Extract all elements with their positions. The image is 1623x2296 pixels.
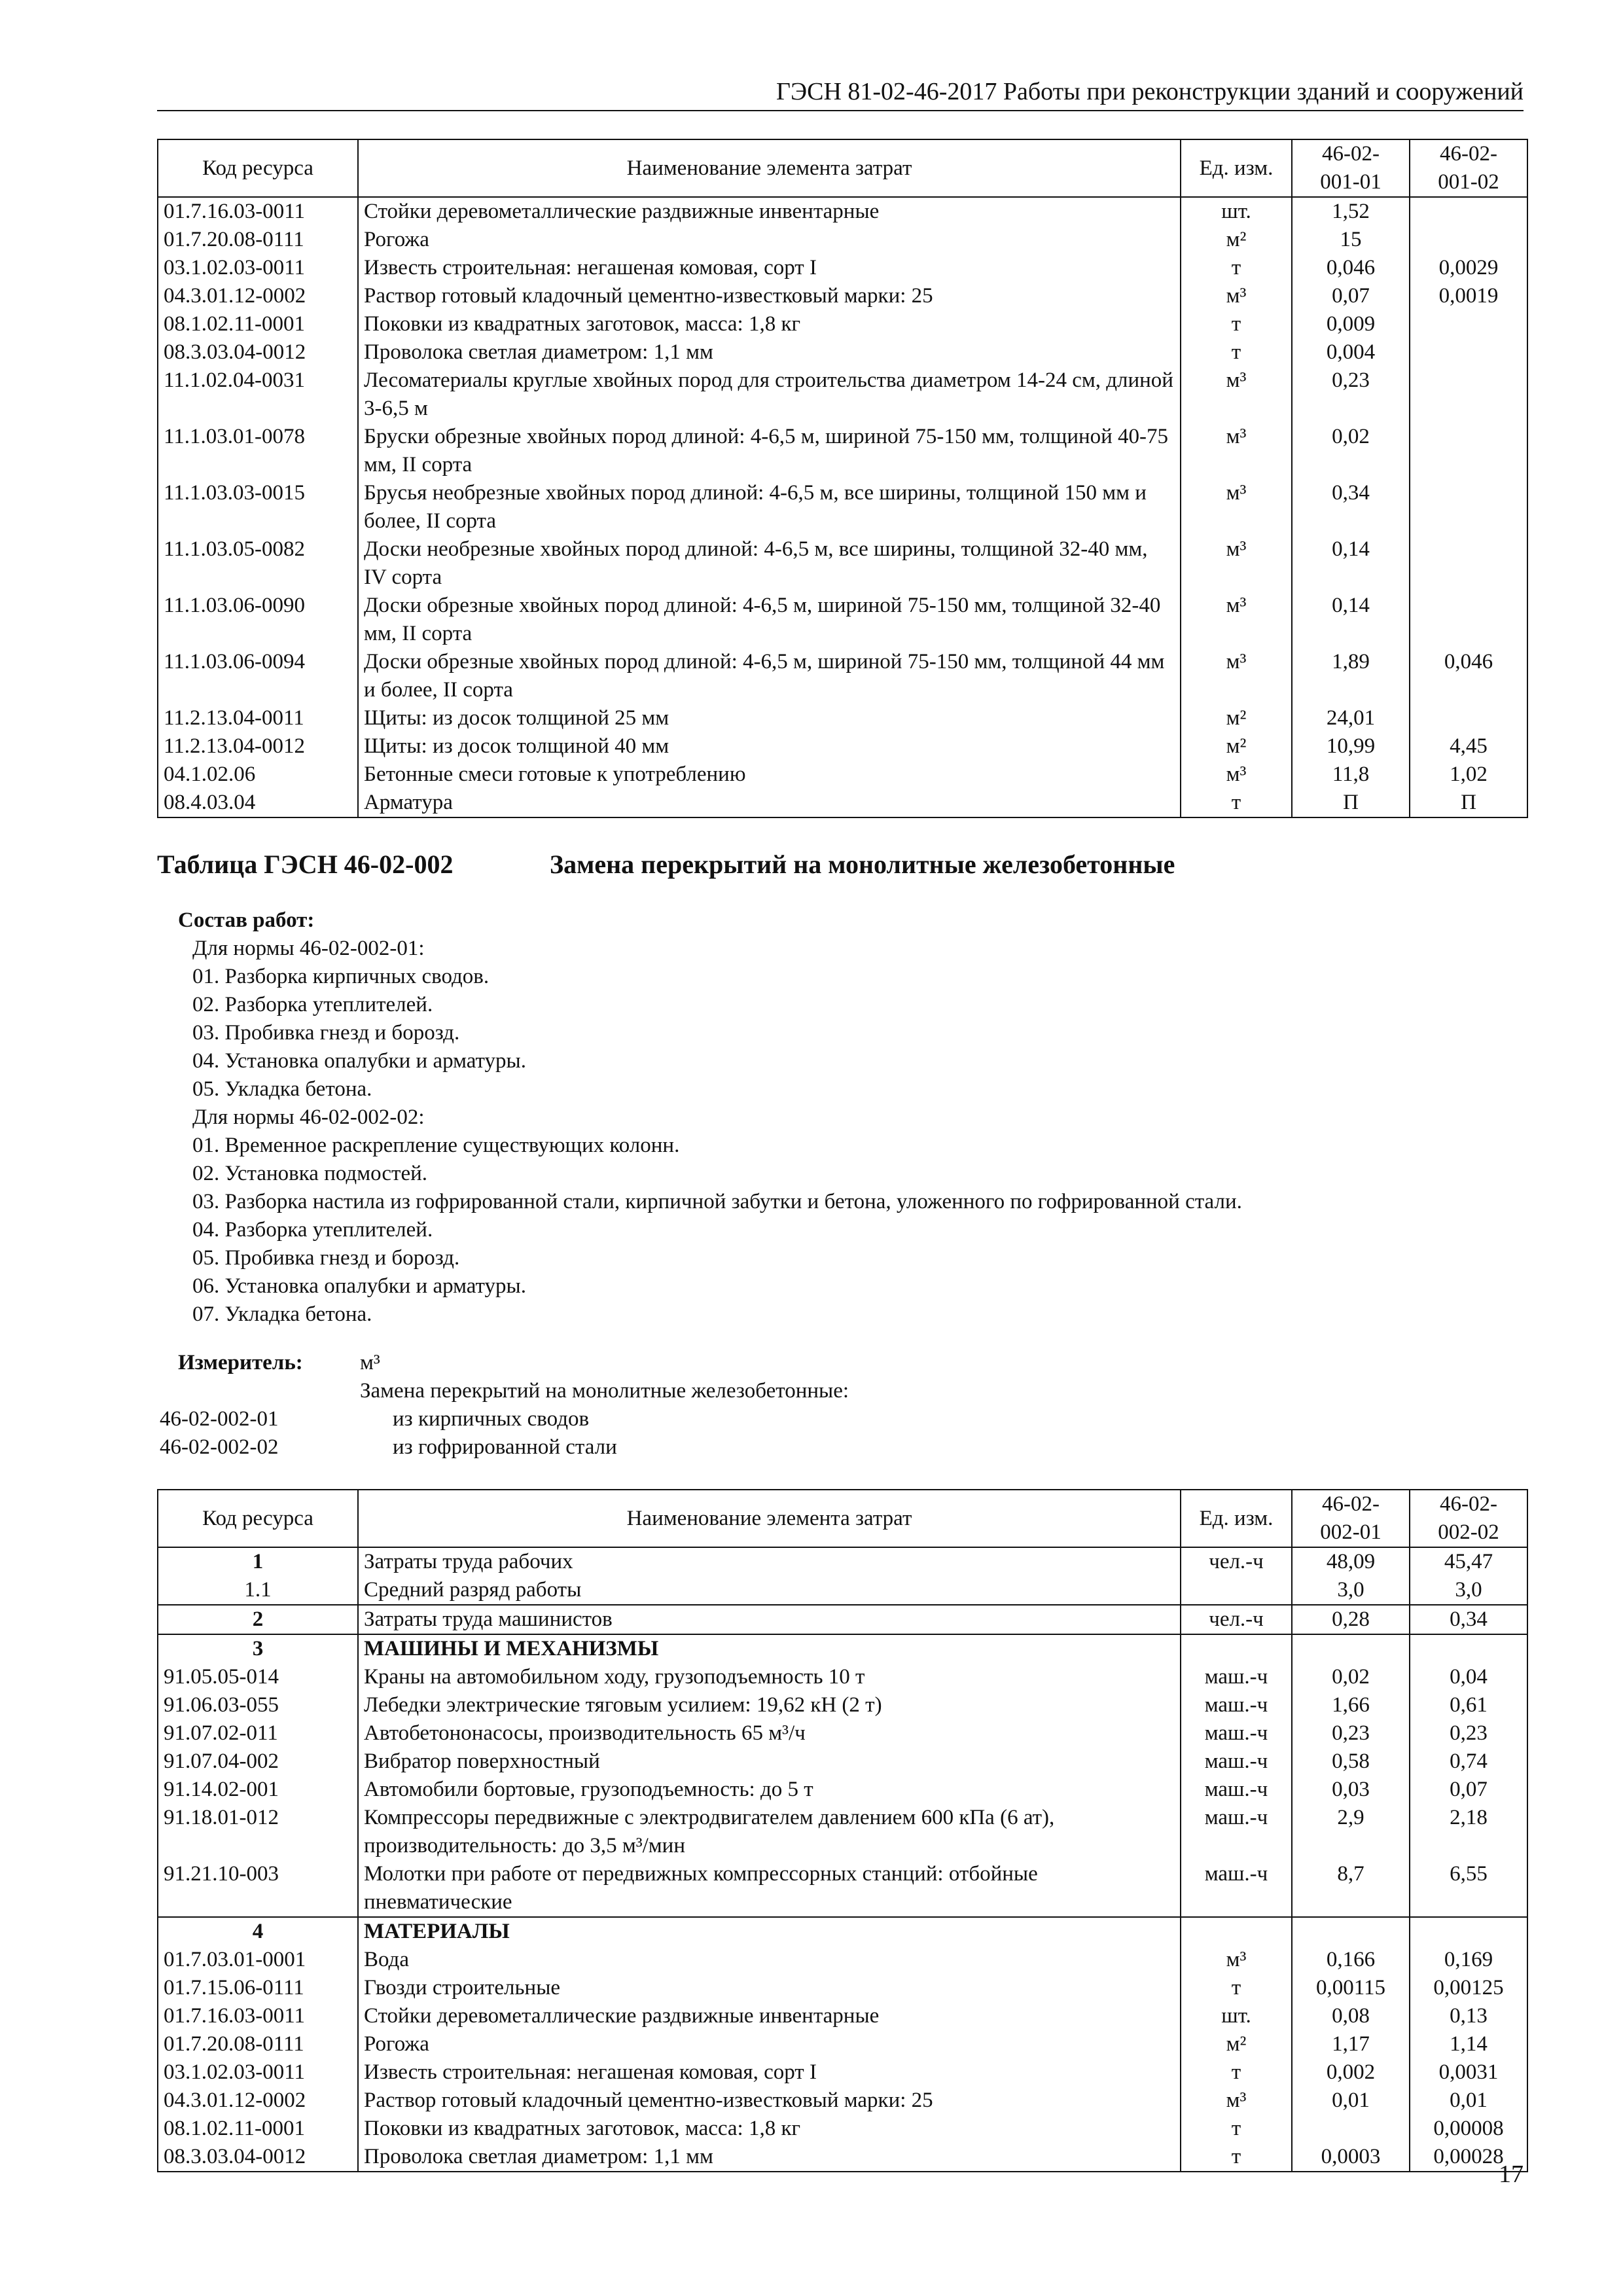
resource-name: Проволока светлая диаметром: 1,1 мм: [358, 338, 1181, 367]
resource-table-1: [157, 139, 1528, 818]
resource-name: Брусья необрезные хвойных пород длиной: 4-6,5 м, все ширины, толщиной 150 мм и более, II сорта: [358, 479, 1181, 535]
resource-code: 01.7.15.06-0111: [158, 1974, 358, 2002]
composition-line: 01. Временное раскрепление существующих колонн.: [192, 1134, 680, 1157]
resource-unit: м³: [1181, 761, 1292, 789]
table-row: [158, 2143, 1527, 2172]
value-col1: 0,009: [1292, 310, 1410, 338]
resource-code: 01.7.16.03-0011: [158, 2002, 358, 2030]
table-row: [158, 1974, 1527, 2002]
resource-name: Автобетононасосы, производительность 65 м³/ч: [358, 1719, 1181, 1748]
table-row: [158, 479, 1527, 535]
table-row: [158, 761, 1527, 789]
resource-code: 3: [158, 1634, 358, 1663]
resource-code: 1: [158, 1547, 358, 1576]
resource-code: 91.18.01-012: [158, 1804, 358, 1860]
value-col1: 2,9: [1292, 1804, 1410, 1860]
value-col2: 0,34: [1410, 1605, 1527, 1634]
value-col2: [1410, 592, 1527, 648]
value-col1: [1292, 2115, 1410, 2143]
resource-name: МАШИНЫ И МЕХАНИЗМЫ: [358, 1634, 1181, 1663]
measure-text: из гофрированной стали: [393, 1435, 617, 1459]
composition-line: 01. Разборка кирпичных сводов.: [192, 965, 490, 988]
table-row: [158, 226, 1527, 254]
resource-code: 91.14.02-001: [158, 1776, 358, 1804]
resource-code: 08.1.02.11-0001: [158, 310, 358, 338]
value-col1: 0,00115: [1292, 1974, 1410, 2002]
resource-unit: т: [1181, 338, 1292, 367]
measure-code: 46-02-002-01: [160, 1407, 279, 1431]
value-col1: 0,34: [1292, 479, 1410, 535]
value-col1: 24,01: [1292, 704, 1410, 732]
table-row: [158, 1946, 1527, 1974]
resource-name: Автомобили бортовые, грузоподъемность: до 5 т: [358, 1776, 1181, 1804]
table-row: [158, 367, 1527, 423]
resource-code: 11.1.03.01-0078: [158, 423, 358, 479]
resource-code: 03.1.02.03-0011: [158, 2058, 358, 2087]
composition-line: 03. Разборка настила из гофрированной стали, кирпичной забутки и бетона, уложенного по гофрированной стали.: [192, 1190, 1242, 1213]
table-row: [158, 789, 1527, 817]
table-row: [158, 1860, 1527, 1917]
value-col1: 0,004: [1292, 338, 1410, 367]
value-col2: [1410, 310, 1527, 338]
resource-code: 91.07.04-002: [158, 1748, 358, 1776]
resource-name: Средний разряд работы: [358, 1576, 1181, 1605]
table-row: [158, 1719, 1527, 1748]
value-col1: 15: [1292, 226, 1410, 254]
header-code: Код ресурса: [158, 1490, 358, 1547]
value-col2: [1410, 226, 1527, 254]
resource-code: 11.1.03.05-0082: [158, 535, 358, 592]
table-row: [158, 2115, 1527, 2143]
table-header-row: [158, 1490, 1527, 1547]
table-row: [158, 1576, 1527, 1605]
resource-unit: м²: [1181, 2030, 1292, 2058]
resource-code: 03.1.02.03-0011: [158, 254, 358, 282]
work-composition: [178, 906, 1242, 1329]
resource-name: Рогожа: [358, 226, 1181, 254]
value-col1: 0,046: [1292, 254, 1410, 282]
composition-line: Для нормы 46-02-002-01:: [192, 937, 425, 960]
resource-unit: т: [1181, 254, 1292, 282]
resource-code: 04.1.02.06: [158, 761, 358, 789]
resource-unit: м³: [1181, 535, 1292, 592]
resource-unit: м²: [1181, 732, 1292, 761]
value-col1: [1292, 1634, 1410, 1663]
resource-name: Поковки из квадратных заготовок, масса: 1,8 кг: [358, 310, 1181, 338]
resource-name: Проволока светлая диаметром: 1,1 мм: [358, 2143, 1181, 2172]
table-row: [158, 1634, 1527, 1663]
resource-unit: маш.-ч: [1181, 1748, 1292, 1776]
resource-code: 91.21.10-003: [158, 1860, 358, 1917]
value-col2: 0,00028: [1410, 2143, 1527, 2172]
resource-unit: т: [1181, 1974, 1292, 2002]
resource-code: 11.1.03.06-0094: [158, 648, 358, 704]
composition-heading: Состав работ:: [178, 908, 315, 932]
resource-name: Поковки из квадратных заготовок, масса: 1,8 кг: [358, 2115, 1181, 2143]
resource-unit: маш.-ч: [1181, 1804, 1292, 1860]
value-col2: 0,61: [1410, 1691, 1527, 1719]
resource-name: Краны на автомобильном ходу, грузоподъемность 10 т: [358, 1663, 1181, 1691]
header-col1: 46-02- 002-01: [1292, 1490, 1410, 1547]
resource-code: 91.05.05-014: [158, 1663, 358, 1691]
resource-name: Стойки деревометаллические раздвижные инвентарные: [358, 197, 1181, 226]
value-col1: 0,166: [1292, 1946, 1410, 1974]
value-col2: П: [1410, 789, 1527, 817]
value-col1: 1,17: [1292, 2030, 1410, 2058]
table-row: [158, 310, 1527, 338]
measure-unit: м³: [360, 1351, 380, 1374]
header-unit: Ед. изм.: [1181, 139, 1292, 197]
table-row: [158, 592, 1527, 648]
value-col2: 1,02: [1410, 761, 1527, 789]
resource-name: Молотки при работе от передвижных компрессорных станций: отбойные пневматические: [358, 1860, 1181, 1917]
value-col2: 0,01: [1410, 2087, 1527, 2115]
resource-unit: т: [1181, 310, 1292, 338]
section-title: [157, 845, 1175, 884]
resource-name: Известь строительная: негашеная комовая, сорт I: [358, 254, 1181, 282]
value-col2: 0,00125: [1410, 1974, 1527, 2002]
value-col2: 0,23: [1410, 1719, 1527, 1748]
resource-code: 11.1.03.03-0015: [158, 479, 358, 535]
value-col2: 3,0: [1410, 1576, 1527, 1605]
value-col2: [1410, 535, 1527, 592]
value-col1: 3,0: [1292, 1576, 1410, 1605]
resource-unit: маш.-ч: [1181, 1719, 1292, 1748]
value-col1: 1,89: [1292, 648, 1410, 704]
value-col1: П: [1292, 789, 1410, 817]
value-col1: 0,07: [1292, 282, 1410, 310]
value-col2: [1410, 1917, 1527, 1946]
resource-name: Щиты: из досок толщиной 40 мм: [358, 732, 1181, 761]
table-row: [158, 2002, 1527, 2030]
resource-name: Рогожа: [358, 2030, 1181, 2058]
value-col1: 0,14: [1292, 535, 1410, 592]
table-row: [158, 535, 1527, 592]
table-row: [158, 1804, 1527, 1860]
resource-name: Вода: [358, 1946, 1181, 1974]
resource-unit: чел.-ч: [1181, 1547, 1292, 1576]
value-col1: 0,23: [1292, 367, 1410, 423]
table-number: Таблица ГЭСН 46-02-002: [157, 850, 454, 879]
resource-code: 01.7.20.08-0111: [158, 226, 358, 254]
resource-code: 91.07.02-011: [158, 1719, 358, 1748]
resource-name: Известь строительная: негашеная комовая, сорт I: [358, 2058, 1181, 2087]
header-col1: 46-02- 001-01: [1292, 139, 1410, 197]
resource-name: Вибратор поверхностный: [358, 1748, 1181, 1776]
table-row: [158, 648, 1527, 704]
header-code: Код ресурса: [158, 139, 358, 197]
composition-line: 05. Пробивка гнезд и борозд.: [192, 1246, 460, 1270]
resource-unit: маш.-ч: [1181, 1691, 1292, 1719]
value-col1: 0,08: [1292, 2002, 1410, 2030]
resource-code: 01.7.16.03-0011: [158, 197, 358, 226]
resource-unit: чел.-ч: [1181, 1605, 1292, 1634]
resource-code: 11.1.03.06-0090: [158, 592, 358, 648]
measure-label: Измеритель:: [178, 1351, 303, 1374]
value-col1: 0,14: [1292, 592, 1410, 648]
resource-unit: [1181, 1917, 1292, 1946]
value-col2: 6,55: [1410, 1860, 1527, 1917]
value-col2: 0,046: [1410, 648, 1527, 704]
resource-unit: маш.-ч: [1181, 1860, 1292, 1917]
table-row: [158, 1917, 1527, 1946]
value-col1: 0,28: [1292, 1605, 1410, 1634]
composition-line: 02. Разборка утеплителей.: [192, 993, 433, 1016]
table-row: [158, 2030, 1527, 2058]
table-name: Замена перекрытий на монолитные железобетонные: [550, 850, 1175, 879]
resource-code: 1.1: [158, 1576, 358, 1605]
value-col1: 0,58: [1292, 1748, 1410, 1776]
value-col2: 0,0029: [1410, 254, 1527, 282]
resource-name: Доски обрезные хвойных пород длиной: 4-6,5 м, шириной 75-150 мм, толщиной 32-40 мм, II сорта: [358, 592, 1181, 648]
value-col1: 0,03: [1292, 1776, 1410, 1804]
running-header: ГЭСН 81-02-46-2017 Работы при реконструкции зданий и сооружений: [157, 73, 1524, 111]
header-col2: 46-02- 002-02: [1410, 1490, 1527, 1547]
table-row: [158, 338, 1527, 367]
resource-code: 4: [158, 1917, 358, 1946]
resource-code: 04.3.01.12-0002: [158, 282, 358, 310]
resource-name: Затраты труда рабочих: [358, 1547, 1181, 1576]
value-col1: 48,09: [1292, 1547, 1410, 1576]
value-col2: 0,74: [1410, 1748, 1527, 1776]
composition-line: 03. Пробивка гнезд и борозд.: [192, 1021, 460, 1045]
composition-line: 04. Разборка утеплителей.: [192, 1218, 433, 1242]
resource-unit: т: [1181, 2058, 1292, 2087]
resource-unit: м³: [1181, 282, 1292, 310]
resource-unit: т: [1181, 2115, 1292, 2143]
resource-code: 01.7.03.01-0001: [158, 1946, 358, 1974]
header-col2: 46-02- 001-02: [1410, 139, 1527, 197]
value-col2: [1410, 704, 1527, 732]
resource-unit: т: [1181, 789, 1292, 817]
resource-code: 91.06.03-055: [158, 1691, 358, 1719]
value-col1: 0,0003: [1292, 2143, 1410, 2172]
resource-code: 11.2.13.04-0012: [158, 732, 358, 761]
value-col1: 10,99: [1292, 732, 1410, 761]
value-col2: 0,13: [1410, 2002, 1527, 2030]
value-col1: 1,66: [1292, 1691, 1410, 1719]
value-col2: 0,00008: [1410, 2115, 1527, 2143]
header-name: Наименование элемента затрат: [358, 139, 1181, 197]
resource-unit: м³: [1181, 1946, 1292, 1974]
table-row: [158, 423, 1527, 479]
table-row: [158, 704, 1527, 732]
header-name: Наименование элемента затрат: [358, 1490, 1181, 1547]
value-col2: 0,169: [1410, 1946, 1527, 1974]
resource-name: Раствор готовый кладочный цементно-известковый марки: 25: [358, 282, 1181, 310]
resource-unit: шт.: [1181, 197, 1292, 226]
resource-name: Щиты: из досок толщиной 25 мм: [358, 704, 1181, 732]
resource-name: Доски необрезные хвойных пород длиной: 4-6,5 м, все ширины, толщиной 32-40 мм, IV сорта: [358, 535, 1181, 592]
resource-unit: маш.-ч: [1181, 1776, 1292, 1804]
value-col2: 0,07: [1410, 1776, 1527, 1804]
resource-unit: м³: [1181, 648, 1292, 704]
resource-name: Арматура: [358, 789, 1181, 817]
table-row: [158, 1663, 1527, 1691]
resource-name: Бетонные смеси готовые к употреблению: [358, 761, 1181, 789]
resource-unit: т: [1181, 2143, 1292, 2172]
value-col1: 0,02: [1292, 1663, 1410, 1691]
value-col2: 1,14: [1410, 2030, 1527, 2058]
resource-unit: м³: [1181, 479, 1292, 535]
page-number: 17: [1499, 2161, 1524, 2188]
resource-name: Лебедки электрические тяговым усилием: 19,62 кН (2 т): [358, 1691, 1181, 1719]
resource-unit: [1181, 1576, 1292, 1605]
resource-code: 04.3.01.12-0002: [158, 2087, 358, 2115]
composition-line: 07. Укладка бетона.: [192, 1302, 372, 1326]
resource-name: МАТЕРИАЛЫ: [358, 1917, 1181, 1946]
value-col2: [1410, 479, 1527, 535]
table-header-row: [158, 139, 1527, 197]
resource-unit: м²: [1181, 704, 1292, 732]
value-col2: 0,0031: [1410, 2058, 1527, 2087]
table-row: [158, 2087, 1527, 2115]
resource-code: 08.4.03.04: [158, 789, 358, 817]
resource-code: 08.3.03.04-0012: [158, 338, 358, 367]
resource-unit: шт.: [1181, 2002, 1292, 2030]
table-row: [158, 1691, 1527, 1719]
value-col1: 0,02: [1292, 423, 1410, 479]
composition-line: 02. Установка подмостей.: [192, 1162, 428, 1185]
value-col1: [1292, 1917, 1410, 1946]
composition-line: 06. Установка опалубки и арматуры.: [192, 1274, 526, 1298]
table-row: [158, 2058, 1527, 2087]
value-col1: 0,23: [1292, 1719, 1410, 1748]
value-col2: 4,45: [1410, 732, 1527, 761]
value-col1: 0,002: [1292, 2058, 1410, 2087]
value-col2: [1410, 338, 1527, 367]
resource-unit: м³: [1181, 367, 1292, 423]
value-col2: 2,18: [1410, 1804, 1527, 1860]
composition-line: 05. Укладка бетона.: [192, 1077, 372, 1101]
table-row: [158, 1547, 1527, 1576]
measure-code: 46-02-002-02: [160, 1435, 279, 1459]
measure-caption: Замена перекрытий на монолитные железобетонные:: [360, 1379, 849, 1403]
resource-unit: м²: [1181, 226, 1292, 254]
table-row: [158, 1605, 1527, 1634]
resource-code: 11.1.02.04-0031: [158, 367, 358, 423]
resource-unit: [1181, 1634, 1292, 1663]
resource-name: Доски обрезные хвойных пород длиной: 4-6,5 м, шириной 75-150 мм, толщиной 44 мм и более, II сорта: [358, 648, 1181, 704]
table-row: [158, 732, 1527, 761]
table-row: [158, 1776, 1527, 1804]
resource-code: 11.2.13.04-0011: [158, 704, 358, 732]
value-col1: 11,8: [1292, 761, 1410, 789]
resource-unit: маш.-ч: [1181, 1663, 1292, 1691]
table-row: [158, 254, 1527, 282]
resource-code: 2: [158, 1605, 358, 1634]
value-col2: [1410, 367, 1527, 423]
table-row: [158, 1748, 1527, 1776]
measure-text: из кирпичных сводов: [393, 1407, 590, 1431]
resource-name: Стойки деревометаллические раздвижные инвентарные: [358, 2002, 1181, 2030]
value-col2: 0,04: [1410, 1663, 1527, 1691]
composition-line: 04. Установка опалубки и арматуры.: [192, 1049, 526, 1073]
resource-name: Гвозди строительные: [358, 1974, 1181, 2002]
value-col2: 0,0019: [1410, 282, 1527, 310]
resource-name: Лесоматериалы круглые хвойных пород для строительства диаметром 14-24 см, длиной 3-6,5 м: [358, 367, 1181, 423]
resource-code: 01.7.20.08-0111: [158, 2030, 358, 2058]
resource-unit: м³: [1181, 592, 1292, 648]
resource-unit: м³: [1181, 423, 1292, 479]
resource-name: Затраты труда машинистов: [358, 1605, 1181, 1634]
value-col2: [1410, 423, 1527, 479]
resource-code: 08.3.03.04-0012: [158, 2143, 358, 2172]
value-col2: [1410, 1634, 1527, 1663]
resource-unit: м³: [1181, 2087, 1292, 2115]
resource-name: Раствор готовый кладочный цементно-известковый марки: 25: [358, 2087, 1181, 2115]
header-unit: Ед. изм.: [1181, 1490, 1292, 1547]
resource-name: Бруски обрезные хвойных пород длиной: 4-6,5 м, шириной 75-150 мм, толщиной 40-75 мм, II сорта: [358, 423, 1181, 479]
resource-name: Компрессоры передвижные с электродвигателем давлением 600 кПа (6 ат), производительность: до 3,5 м³/мин: [358, 1804, 1181, 1860]
table-row: [158, 282, 1527, 310]
value-col2: [1410, 197, 1527, 226]
value-col2: 45,47: [1410, 1547, 1527, 1576]
value-col1: 0,01: [1292, 2087, 1410, 2115]
table-row: [158, 197, 1527, 226]
resource-table-2: [157, 1489, 1528, 2172]
composition-line: Для нормы 46-02-002-02:: [192, 1105, 425, 1129]
value-col1: 1,52: [1292, 197, 1410, 226]
resource-code: 08.1.02.11-0001: [158, 2115, 358, 2143]
value-col1: 8,7: [1292, 1860, 1410, 1917]
